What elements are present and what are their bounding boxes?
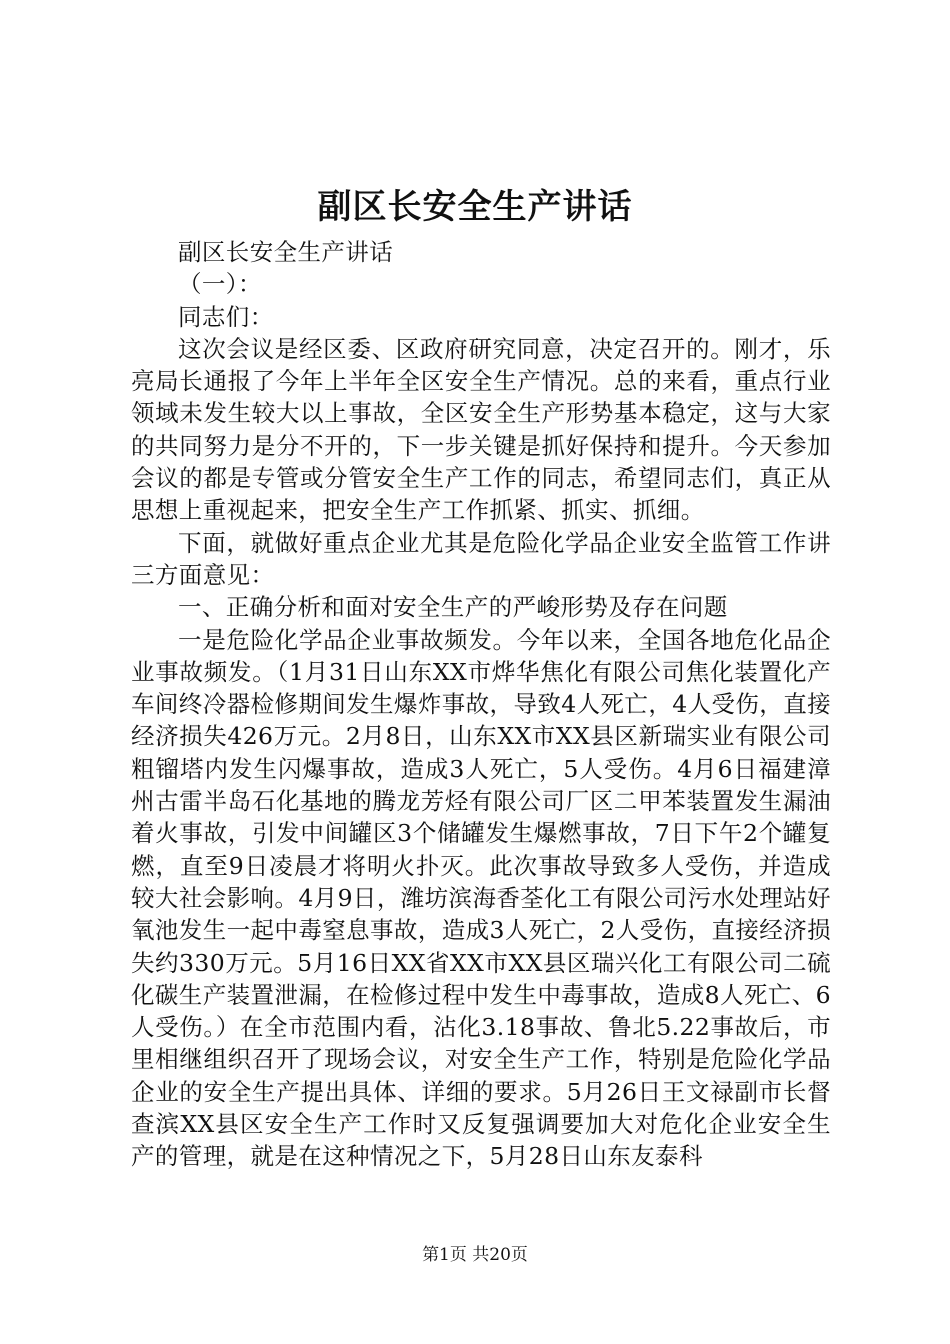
body-paragraph: 这次会议是经区委、区政府研究同意，决定召开的。刚才，乐亮局长通报了今年上半年全区安全生产情况。总的来看，重点行业领域未发生较大以上事故，全区安全生产形势基本稳定，这与大家的共同努力是分不开的，下一步关键是抓好保持和提升。今天参加会议的都是专管或分管安全生产工作的同志，希望同志们，真正从思想上重视起来，把安全生产工作抓紧、抓实、抓细。 xyxy=(131,334,831,525)
body-paragraph: 下面，就做好重点企业尤其是危险化学品企业安全监管工作讲三方面意见： xyxy=(131,528,831,589)
body-paragraph: 副区长安全生产讲话 xyxy=(178,238,394,266)
body-paragraph: （一）： xyxy=(178,270,262,299)
page-footer: 第1页 共20页 xyxy=(422,1245,528,1265)
body-paragraph: 一是危险化学品企业事故频发。今年以来，全国各地危化品企业事故频发。（1月31日山东XX市烨华焦化有限公司焦化装置化产车间终冷器检修期间发生爆炸事故，导致4人死亡，4人受伤，直接经济损失426万元。2月8日，山东XX市XX县区新瑞实业有限公司粗镏塔内发生闪爆事故，造成3人死亡，5人受伤。4月6日福建漳州古雷半岛石化基地的腾龙芳烃有限公司厂区二甲苯装置发生漏油着火事故，引发中间罐区3个储罐发生爆燃事故，7日下午2个罐复燃，直至9日凌晨才将明火扑灭。此次事故导致多人受伤，并造成较大社会影响。4月9日，潍坊滨海香荃化工有限公司污水处理站好氧池发生一起中毒窒息事故，造成3人死亡，2人受伤，直接经济损失约330万元。5月16日XX省XX市XX县区瑞兴化工有限公司二硫化碳生产装置泄漏，在检修过程中发生中毒事故，造成8人死亡、6人受伤。）在全市范围内看，沾化3.18事故、鲁北5.22事故后，市里相继组织召开了现场会议，对安全生产工作，特别是危险化学品企业的安全生产提出具体、详细的要求。5月26日王文禄副市长督查滨XX县区安全生产工作时又反复强调要加大对危化企业安全生产的管理，就是在这种情况之下，5月28日山东友泰科 xyxy=(131,625,831,1171)
section-heading: 一、正确分析和面对安全生产的严峻形势及存在问题 xyxy=(178,593,728,622)
document-title: 副区长安全生产讲话 xyxy=(317,187,633,227)
document-body xyxy=(131,236,831,1173)
body-paragraph: 同志们： xyxy=(178,302,274,331)
